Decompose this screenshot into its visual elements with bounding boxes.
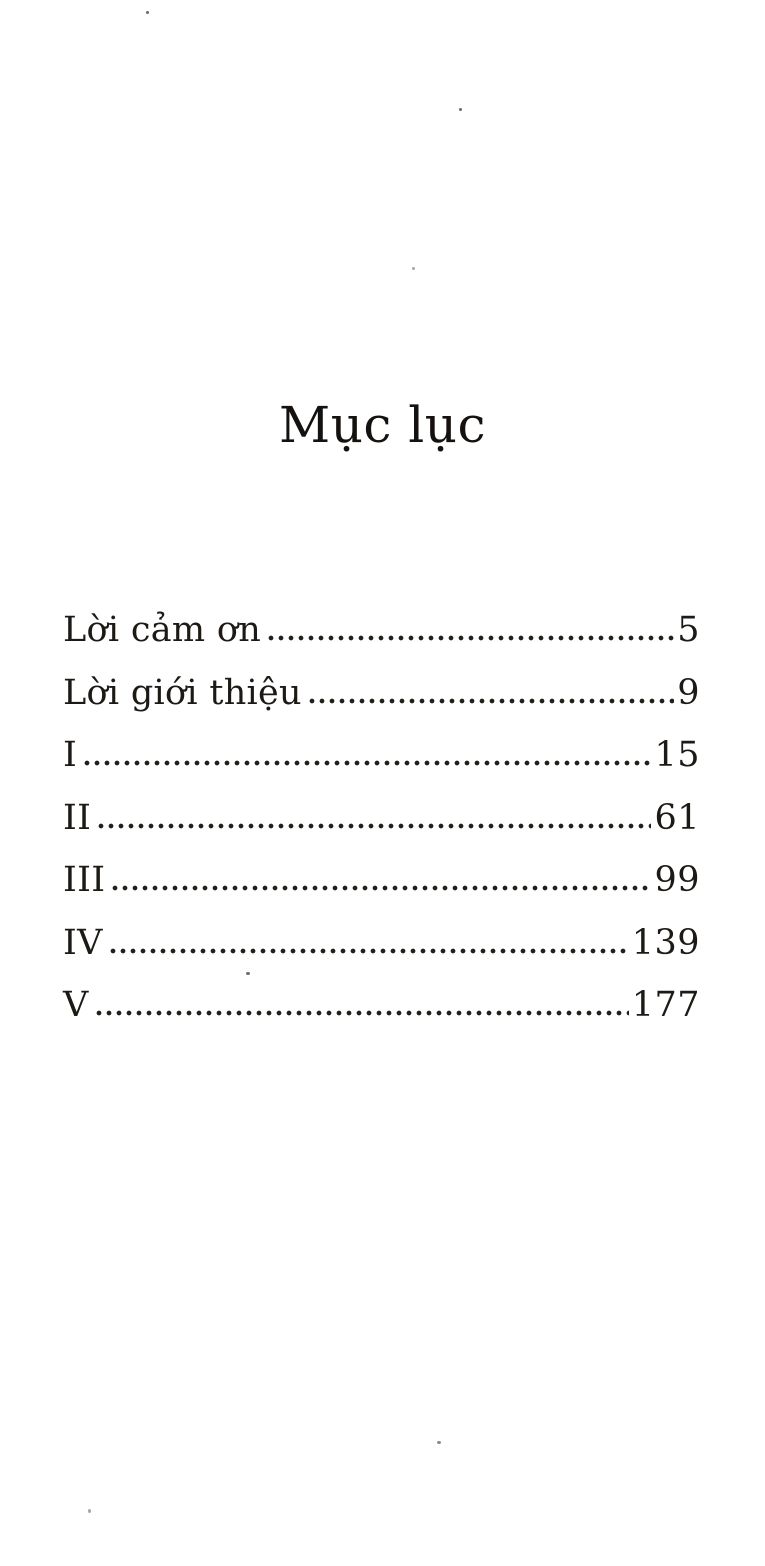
dot-leader bbox=[96, 1010, 629, 1016]
toc-entry-page-number: 61 bbox=[654, 797, 700, 838]
scan-speck bbox=[412, 267, 415, 270]
scan-speck bbox=[146, 11, 149, 14]
toc-entry bbox=[63, 599, 700, 662]
toc-entry bbox=[63, 974, 700, 1037]
toc-entry-label: V bbox=[63, 985, 89, 1025]
toc-entry-label: I bbox=[63, 735, 78, 775]
dot-leader bbox=[84, 760, 651, 766]
dot-leader bbox=[309, 698, 674, 704]
toc-entry bbox=[63, 724, 700, 787]
toc-entry-label: III bbox=[63, 860, 106, 900]
dot-leader bbox=[110, 948, 629, 954]
toc-entry bbox=[63, 787, 700, 850]
toc-entry-page-number: 9 bbox=[677, 672, 700, 713]
toc-entry bbox=[63, 662, 700, 725]
dot-leader bbox=[112, 885, 651, 891]
dot-leader bbox=[268, 635, 674, 641]
toc-entry-label: Lời cảm ơn bbox=[63, 610, 262, 650]
toc-entry-label: II bbox=[63, 797, 92, 838]
toc-entry-page-number: 5 bbox=[677, 610, 700, 650]
toc-entry-label: Lời giới thiệu bbox=[63, 672, 302, 713]
toc-entry-page-number: 177 bbox=[631, 985, 700, 1025]
scan-speck bbox=[437, 1441, 441, 1444]
scan-speck bbox=[246, 972, 250, 975]
toc-entry bbox=[63, 912, 700, 975]
dot-leader bbox=[98, 823, 651, 829]
toc-entry bbox=[63, 849, 700, 912]
table-of-contents bbox=[63, 599, 700, 1037]
toc-entry-label: IV bbox=[63, 922, 103, 963]
scan-speck bbox=[459, 108, 462, 111]
page-title: Mục lục bbox=[279, 396, 486, 454]
toc-entry-page-number: 15 bbox=[654, 735, 700, 775]
toc-entry-page-number: 139 bbox=[631, 922, 700, 963]
scan-speck bbox=[88, 1509, 91, 1513]
toc-entry-page-number: 99 bbox=[654, 860, 700, 900]
